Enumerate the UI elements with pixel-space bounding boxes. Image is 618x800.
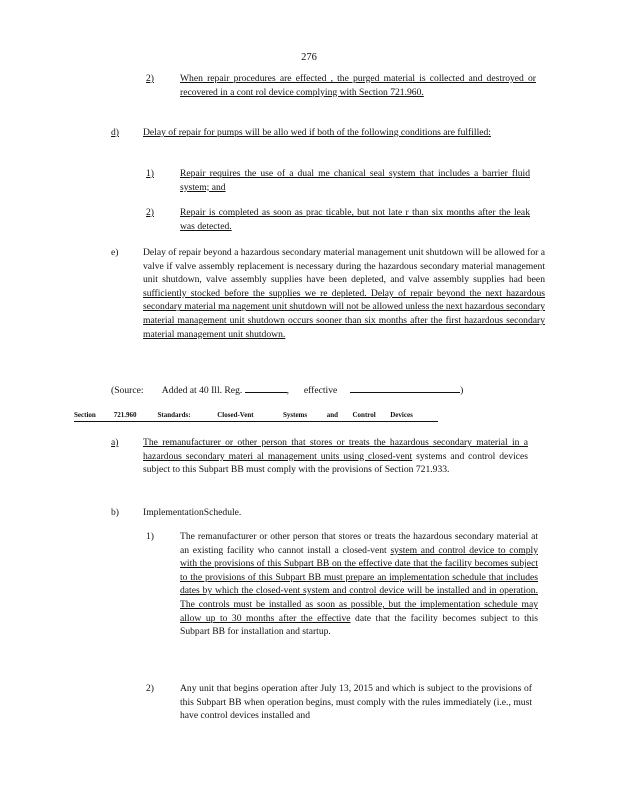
paragraph-b1 bbox=[180, 530, 538, 639]
paragraph-b1-plain-end: date that the facility becomes subject to this Subpart BB for installation and startup. bbox=[180, 612, 538, 638]
item-label: 2) bbox=[146, 207, 154, 218]
blank-effective-date bbox=[350, 382, 460, 393]
source-added: Added at 40 Ill. Reg. bbox=[161, 385, 243, 396]
item-label: b) bbox=[111, 507, 119, 518]
item-label: 2) bbox=[146, 73, 154, 84]
paragraph-d: Delay of repair for pumps will be allo wed if both of the following conditions are fulfilled: bbox=[143, 127, 491, 138]
section-word: Section bbox=[74, 411, 96, 419]
paragraph-e-underlined: sufficiently stocked before the supplies we re depleted. Delay of repair beyond the next hazardous secondary material ma nagement unit shutdown will not be allowed unless the next hazardous secondary material management unit shutdown occurs sooner than six months after the first hazardous secondary material management unit shutdown. bbox=[143, 287, 545, 340]
paragraph-b1-underlined: system and control device to comply with the provisions of this Subpart BB on the effective date that the facility becomes subject to the provisions of this Subpart BB must prepare an implementation schedule that includes dates by which the closed-vent system and control device will be installed and in operation. The controls must be installed as soon as possible, but the implementation schedule may allow up to 30 months after the effective bbox=[180, 544, 539, 624]
item-label: e) bbox=[111, 247, 119, 258]
section-heading: Section 721.960 Standards: Closed-Vent Systems and Control Devices bbox=[74, 410, 438, 422]
source-prefix: (Source: bbox=[111, 385, 144, 396]
item-label: 1) bbox=[146, 168, 154, 179]
paragraph-a-underlined: The remanufacturer or other person that stores or treats the hazardous secondary material in a hazardous secondary materi al management units using closed-vent bbox=[143, 437, 528, 462]
paragraph-e bbox=[143, 246, 545, 341]
paragraph-d2: Repair is completed as soon as prac ticable, but not late r than six months after the leak was detected. bbox=[180, 207, 530, 232]
paragraph-c2: When repair procedures are effected , the purged material is collected and destroyed or recovered in a cont rol device complying with Section 721.960. bbox=[180, 73, 536, 98]
paragraph-b1-plain: The remanufacturer or other person that stores or treats the hazardous secondary material at an existing facility who cannot install a closed-vent bbox=[180, 531, 538, 556]
paragraph-a-plain: systems and control devices subject to this Subpart BB must comply with the provisions of Section 721.933. bbox=[143, 450, 528, 476]
source-note: (Source: Added at 40 Ill. Reg. , effective ) bbox=[111, 382, 541, 398]
paragraph-b-title: ImplementationSchedule. bbox=[143, 507, 242, 518]
item-label: 2) bbox=[146, 683, 154, 694]
page-number: 276 bbox=[301, 52, 317, 63]
item-label: a) bbox=[111, 437, 119, 448]
section-number: 721.960 bbox=[113, 411, 137, 419]
item-label: 1) bbox=[146, 531, 154, 542]
source-effective: effective bbox=[303, 385, 338, 396]
paragraph-d1: Repair requires the use of a dual me chanical seal system that includes a barrier fluid system; and bbox=[180, 168, 530, 193]
paragraph-e-plain: Delay of repair beyond a hazardous secondary material management unit shutdown will be allowed for a valve if valve assembly replacement is necessary during the hazardous secondary material management unit shutdown, valve assembly supplies have been depleted, and valve assembly supplies had been bbox=[143, 247, 545, 286]
item-label: d) bbox=[111, 127, 119, 138]
paragraph-a bbox=[143, 436, 528, 477]
paragraph-b2: Any unit that begins operation after July 13, 2015 and which is subject to the provisions of this Subpart BB when operation begins, must comply with the rules immediately (i.e., must have control devices installed and bbox=[180, 683, 532, 722]
blank-register bbox=[245, 382, 287, 393]
